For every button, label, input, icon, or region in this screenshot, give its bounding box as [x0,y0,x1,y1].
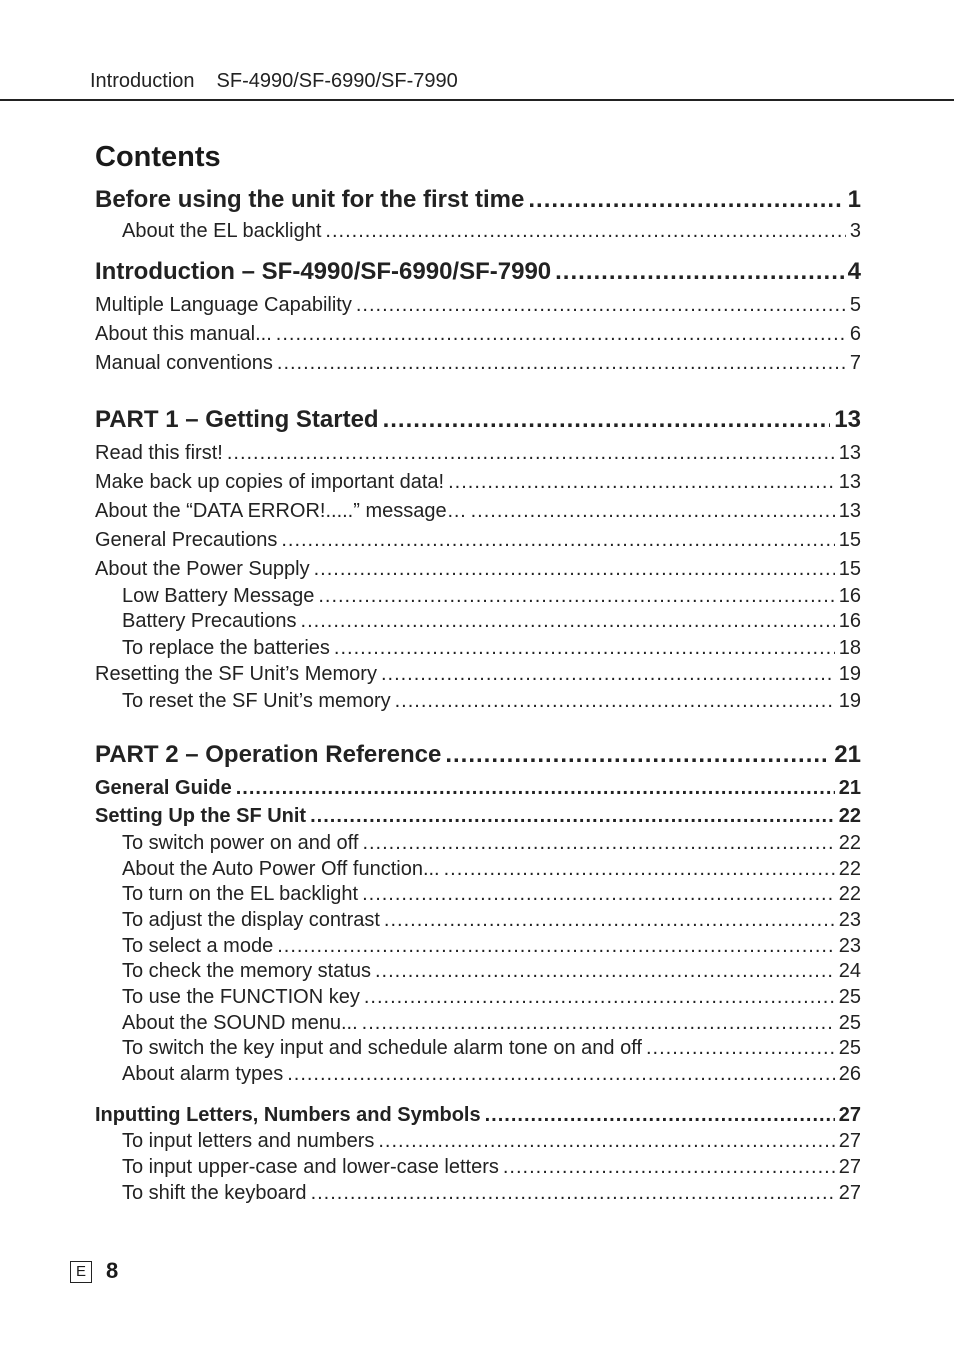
toc-leader-dots [555,258,844,286]
toc-leader-dots [325,220,845,243]
toc-leader-dots [378,1130,834,1153]
toc-leader-dots [646,1037,835,1060]
toc-entry-label: To switch the key input and schedule alarm tone on and off [122,1037,642,1059]
toc-entry-label: To select a mode [122,935,274,957]
toc-leader-dots [227,442,835,465]
toc-entry-label: Resetting the SF Unit’s Memory [95,663,377,685]
toc-entry-label: About the SOUND menu... [122,1012,358,1034]
page-number: 8 [106,1258,119,1283]
toc-entry-label: Setting Up the SF Unit [95,805,307,827]
toc-leader-dots [310,805,835,828]
toc-leader-dots [381,663,835,686]
toc-entry-label: About the “DATA ERROR!.....” message… [95,500,467,522]
toc-leader-dots [364,986,835,1009]
toc-entry-page: 24 [838,960,861,982]
toc-entry-page: 27 [838,1130,861,1152]
toc-entry-label: To input letters and numbers [122,1130,375,1152]
toc-entry[interactable] [122,220,861,243]
toc-entry-page: 13 [838,442,861,464]
toc-entry[interactable] [95,294,861,317]
toc-entry-page: 3 [849,220,861,242]
toc-entry-label: Introduction – SF-4990/SF-6990/SF-7990 [95,258,552,285]
toc-entry[interactable] [122,832,861,855]
toc-entry-page: 13 [834,406,861,433]
toc-entry[interactable] [122,1037,861,1060]
toc-leader-dots [445,741,830,769]
toc-leader-dots [356,294,846,317]
toc-entry[interactable] [95,406,861,434]
header-section: Introduction [90,70,195,92]
toc-entry[interactable] [95,805,861,828]
language-badge: E [70,1261,92,1283]
toc-leader-dots [362,883,835,906]
toc-leader-dots [236,777,835,800]
toc-entry-label: To input upper-case and lower-case letters [122,1156,499,1178]
toc-leader-dots [528,186,843,214]
toc-entry-label: To use the FUNCTION key [122,986,360,1008]
toc-entry[interactable] [122,883,861,906]
toc-entry-label: About the EL backlight [122,220,322,242]
toc-entry[interactable] [122,1063,861,1086]
toc-entry-page: 22 [838,832,861,854]
toc-entry-page: 16 [838,610,861,632]
toc-leader-dots [395,690,835,713]
toc-entry-label: PART 1 – Getting Started [95,406,379,433]
toc-entry-page: 7 [849,352,861,374]
toc-entry-page: 21 [834,741,861,768]
toc-entry-label: To check the memory status [122,960,371,982]
toc-entry-page: 25 [838,1012,861,1034]
toc-entry-label: Manual conventions [95,352,273,374]
toc-entry-page: 4 [847,258,861,285]
toc-entry[interactable] [95,529,861,552]
toc-entry-page: 23 [838,909,861,931]
toc-entry-page: 27 [838,1182,861,1204]
toc-entry[interactable] [95,663,861,686]
toc-entry[interactable] [122,637,861,660]
header-models: SF-4990/SF-6990/SF-7990 [216,70,458,92]
toc-entry-label: To replace the batteries [122,637,330,659]
toc-leader-dots [314,558,835,581]
toc-entry-page: 19 [838,690,861,712]
page-title: Contents [95,141,221,173]
toc-entry[interactable] [95,777,861,800]
toc-entry[interactable] [95,352,861,375]
toc-entry-page: 16 [838,585,861,607]
toc-entry-label: General Precautions [95,529,278,551]
toc-leader-dots [471,500,835,523]
toc-entry[interactable] [95,442,861,465]
toc-leader-dots [384,909,835,932]
toc-leader-dots [281,529,834,552]
toc-leader-dots [311,1182,835,1205]
toc-entry-label: Battery Precautions [122,610,297,632]
toc-entry-label: About this manual... [95,323,272,345]
toc-entry[interactable] [95,471,861,494]
toc-entry-page: 1 [847,186,861,213]
toc-entry-page: 23 [838,935,861,957]
toc-entry[interactable] [122,935,861,958]
toc-leader-dots [448,471,835,494]
toc-entry-page: 27 [838,1156,861,1178]
toc-leader-dots [277,352,846,375]
toc-leader-dots [362,1012,835,1035]
toc-entry-label: General Guide [95,777,232,799]
toc-entry-label: To adjust the display contrast [122,909,380,931]
toc-leader-dots [318,585,834,608]
toc-entry[interactable] [95,258,861,286]
toc-entry[interactable] [122,585,861,608]
toc-entry-label: To switch power on and off [122,832,359,854]
toc-entry-label: About the Power Supply [95,558,310,580]
toc-entry-page: 13 [838,471,861,493]
toc-entry[interactable] [122,1182,861,1205]
toc-entry[interactable] [95,558,861,581]
toc-leader-dots [444,858,835,881]
toc-entry-page: 25 [838,1037,861,1059]
toc-entry-page: 5 [849,294,861,316]
toc-leader-dots [375,960,835,983]
toc-entry-page: 22 [838,805,861,827]
toc-entry-label: Inputting Letters, Numbers and Symbols [95,1104,481,1126]
toc-leader-dots [503,1156,835,1179]
toc-entry[interactable] [95,186,861,214]
running-header [90,70,458,93]
toc-entry[interactable] [122,1130,861,1153]
toc-entry-label: To shift the keyboard [122,1182,307,1204]
toc-leader-dots [362,832,834,855]
toc-entry-label: Multiple Language Capability [95,294,352,316]
toc-entry-label: To turn on the EL backlight [122,883,359,905]
toc-entry-page: 6 [849,323,861,345]
toc-entry-page: 22 [838,858,861,880]
toc-entry-page: 26 [838,1063,861,1085]
toc-entry-page: 15 [838,558,861,580]
toc-entry[interactable] [122,986,861,1009]
toc-entry[interactable] [122,1156,861,1179]
toc-entry-label: To reset the SF Unit’s memory [122,690,391,712]
toc-entry[interactable] [95,500,861,523]
toc-entry[interactable] [122,960,861,983]
toc-entry-label: Read this first! [95,442,223,464]
toc-leader-dots [383,406,831,434]
toc-entry-page: 21 [838,777,861,799]
toc-entry-page: 18 [838,637,861,659]
toc-entry-page: 13 [838,500,861,522]
toc-entry-page: 15 [838,529,861,551]
toc-entry-label: About the Auto Power Off function... [122,858,440,880]
toc-entry-label: Before using the unit for the first time [95,186,525,213]
toc-leader-dots [334,637,835,660]
toc-entry[interactable] [95,741,861,769]
header-rule [0,99,954,101]
toc-entry-label: About alarm types [122,1063,284,1085]
toc-leader-dots [485,1104,835,1127]
toc-entry-label: Make back up copies of important data! [95,471,445,493]
toc-entry-label: Low Battery Message [122,585,315,607]
toc-entry-page: 27 [838,1104,861,1126]
toc-entry-label: PART 2 – Operation Reference [95,741,442,768]
toc-entry-page: 19 [838,663,861,685]
toc-entry[interactable] [122,690,861,713]
toc-entry-page: 25 [838,986,861,1008]
toc-entry[interactable] [122,1012,861,1035]
toc-entry[interactable] [95,323,861,346]
toc-entry[interactable] [95,1104,861,1127]
toc-leader-dots [301,610,835,633]
toc-leader-dots [276,323,846,346]
toc-entry-page: 22 [838,883,861,905]
toc-entry[interactable] [122,909,861,932]
toc-leader-dots [287,1063,835,1086]
toc-entry[interactable] [122,610,861,633]
toc-leader-dots [277,935,835,958]
toc-entry[interactable] [122,858,861,881]
